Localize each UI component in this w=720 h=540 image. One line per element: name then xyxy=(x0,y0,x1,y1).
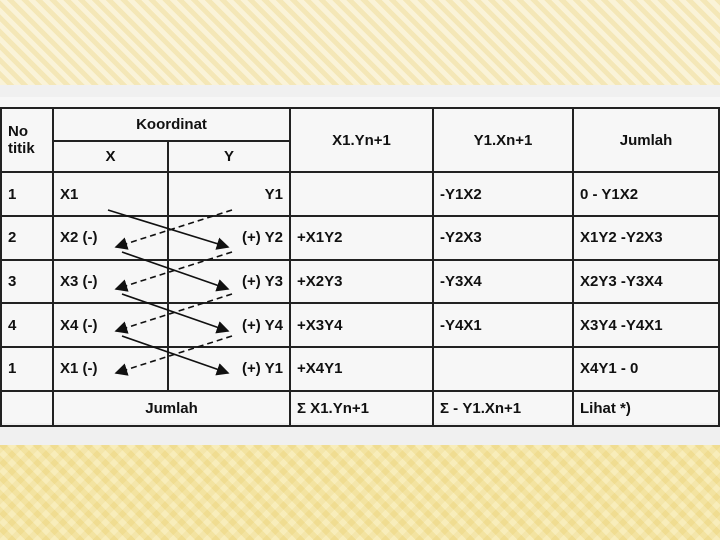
cell-yx xyxy=(433,347,573,391)
header-koordinat: Koordinat xyxy=(53,108,290,141)
cell-sum: X1Y2 -Y2X3 xyxy=(573,216,719,260)
table-row xyxy=(1,303,719,347)
header-no-titik: No titik xyxy=(1,108,53,172)
cell-no: 3 xyxy=(1,260,53,304)
cell-sum: 0 - Y1X2 xyxy=(573,172,719,216)
footer-jumlah-label: Jumlah xyxy=(53,391,290,426)
cell-x: X1 (-) xyxy=(53,347,168,391)
header-y: Y xyxy=(168,141,290,172)
cell-xy xyxy=(290,172,433,216)
slide-top-band xyxy=(0,0,720,86)
cell-xy: +X4Y1 xyxy=(290,347,433,391)
cell-y: (+) Y1 xyxy=(168,347,290,391)
table-row xyxy=(1,216,719,260)
table-footer-row xyxy=(1,391,719,426)
cell-x: X4 (-) xyxy=(53,303,168,347)
cell-x: X1 xyxy=(53,172,168,216)
cell-sum: X4Y1 - 0 xyxy=(573,347,719,391)
cell-no: 1 xyxy=(1,347,53,391)
cell-y: (+) Y4 xyxy=(168,303,290,347)
cell-xy: +X3Y4 xyxy=(290,303,433,347)
cell-y: Y1 xyxy=(168,172,290,216)
cell-xy: +X2Y3 xyxy=(290,260,433,304)
cell-x: X3 (-) xyxy=(53,260,168,304)
cell-yx: -Y3X4 xyxy=(433,260,573,304)
cell-yx: -Y2X3 xyxy=(433,216,573,260)
cell-xy: +X1Y2 xyxy=(290,216,433,260)
cell-yx: -Y1X2 xyxy=(433,172,573,216)
footer-sum-yx: Σ - Y1.Xn+1 xyxy=(433,391,573,426)
cell-sum: X3Y4 -Y4X1 xyxy=(573,303,719,347)
header-jumlah: Jumlah xyxy=(573,108,719,172)
header-y1xn1: Y1.Xn+1 xyxy=(433,108,573,172)
table-row xyxy=(1,347,719,391)
cell-y: (+) Y3 xyxy=(168,260,290,304)
cell-footer-empty xyxy=(1,391,53,426)
cell-y: (+) Y2 xyxy=(168,216,290,260)
coordinate-table xyxy=(0,107,720,427)
header-x: X xyxy=(53,141,168,172)
table-row xyxy=(1,260,719,304)
cell-sum: X2Y3 -Y3X4 xyxy=(573,260,719,304)
cell-yx: -Y4X1 xyxy=(433,303,573,347)
cell-x: X2 (-) xyxy=(53,216,168,260)
table-row xyxy=(1,172,719,216)
slide-content-area xyxy=(0,85,720,445)
scanned-table-image xyxy=(0,97,720,423)
footer-lihat: Lihat *) xyxy=(573,391,719,426)
header-x1yn1: X1.Yn+1 xyxy=(290,108,433,172)
footer-sum-xy: Σ X1.Yn+1 xyxy=(290,391,433,426)
cell-no: 1 xyxy=(1,172,53,216)
cell-no: 2 xyxy=(1,216,53,260)
cell-no: 4 xyxy=(1,303,53,347)
